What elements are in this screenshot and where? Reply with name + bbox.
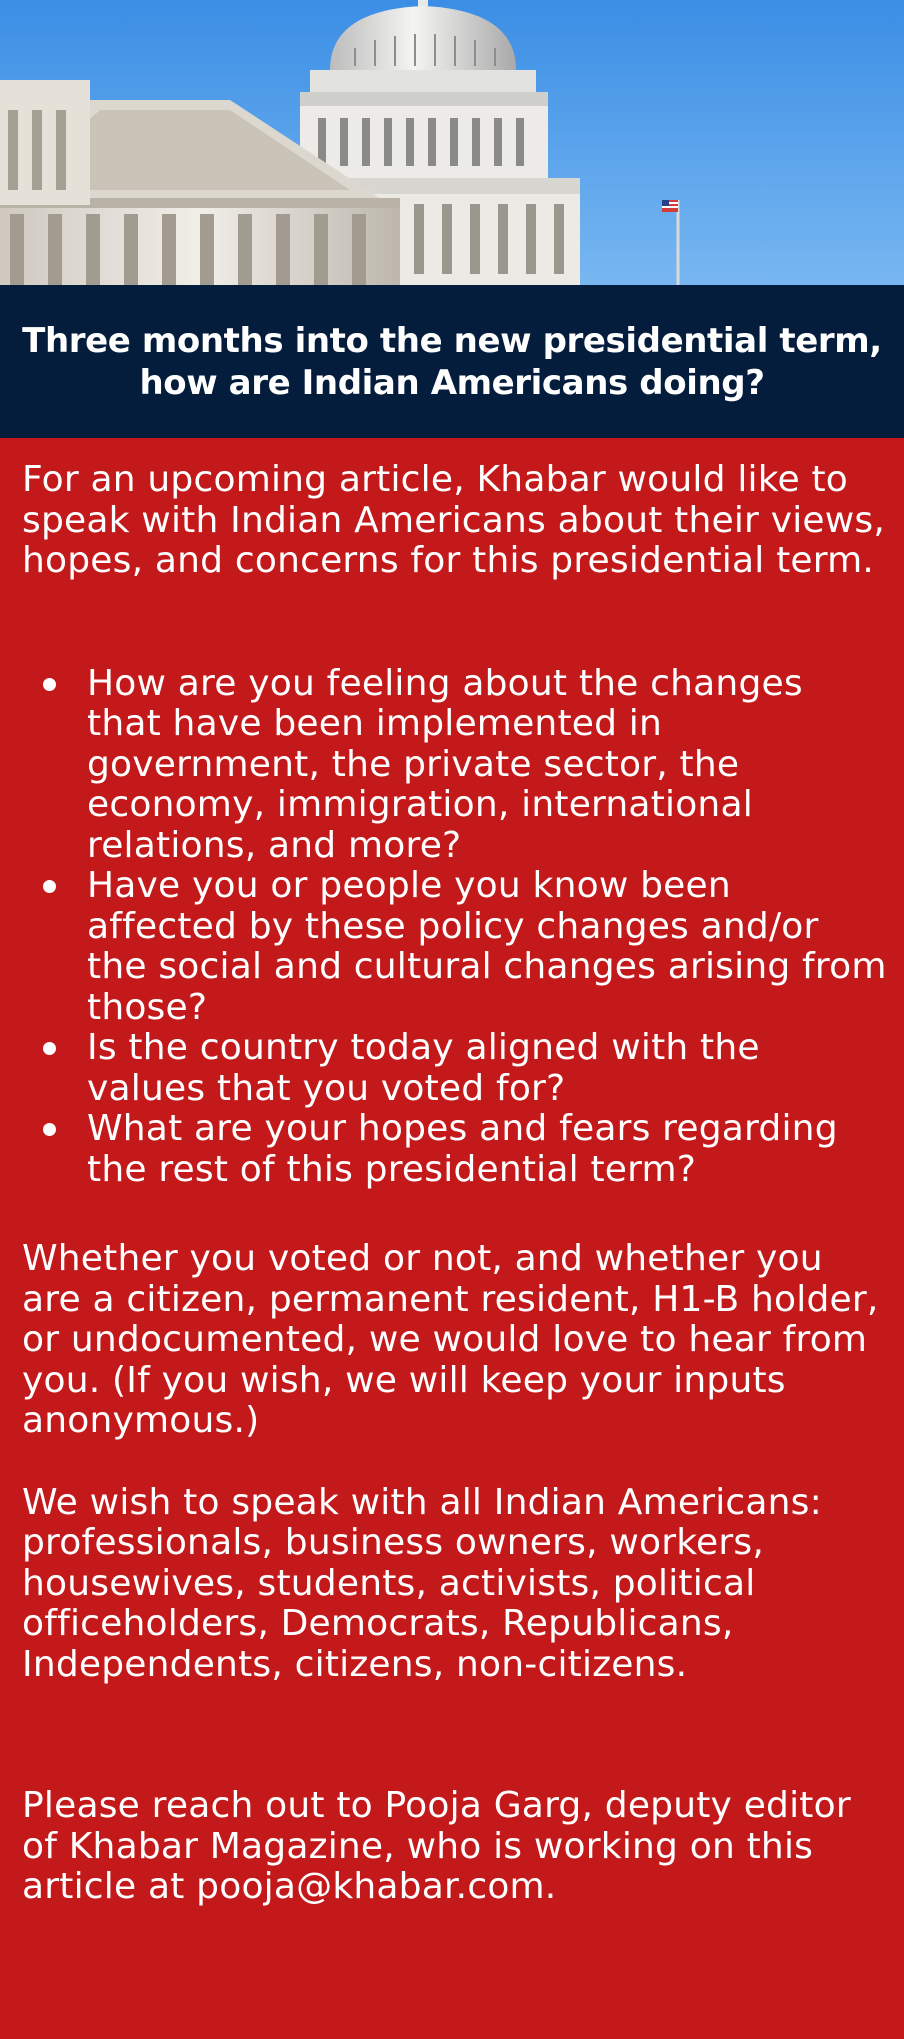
- title-band: [0, 285, 904, 438]
- list-item: [87, 866, 888, 1028]
- title-line-1: Three months into the new presidential term,: [22, 320, 882, 361]
- question-text: Have you or people you know been affected by these policy changes and/or the social and cultural changes arising from those?: [87, 865, 887, 1028]
- question-list: [22, 664, 888, 1191]
- bullet-icon: [43, 1042, 56, 1055]
- list-item: [87, 664, 888, 867]
- list-item: [87, 1028, 888, 1109]
- hero-image: [0, 0, 904, 285]
- bullet-icon: [43, 678, 56, 691]
- eligibility-paragraph: Whether you voted or not, and whether you are a citizen, permanent resident, H1-B holder, or undocumented, we would love to hear from you. (If you wish, we will keep your inputs anonymous.): [22, 1238, 879, 1441]
- question-text: How are you feeling about the changes that have been implemented in government, the private sector, the economy, immigration, international relations, and more?: [87, 662, 803, 866]
- us-capitol-building-icon: [0, 0, 904, 285]
- audience-paragraph: We wish to speak with all Indian Americans: professionals, business owners, workers, housewives, students, activists, political officeholders, Democrats, Republicans, Independents, citizens, non-citizens.: [22, 1481, 822, 1685]
- question-text: Is the country today aligned with the values that you voted for?: [87, 1027, 760, 1109]
- list-item: [87, 1109, 888, 1190]
- intro-paragraph: For an upcoming article, Khabar would like to speak with Indian Americans about their views, hopes, and concerns for this presidential term.: [22, 459, 885, 581]
- question-text: What are your hopes and fears regarding the rest of this presidential term?: [87, 1108, 838, 1190]
- bullet-icon: [43, 1123, 56, 1136]
- page-title: [22, 320, 882, 404]
- contact-paragraph: Please reach out to Pooja Garg, deputy editor of Khabar Magazine, who is working on this article at pooja@khabar.com.: [22, 1785, 851, 1907]
- bullet-icon: [43, 880, 56, 893]
- article-body: [22, 460, 888, 1908]
- title-line-2: how are Indian Americans doing?: [139, 362, 765, 403]
